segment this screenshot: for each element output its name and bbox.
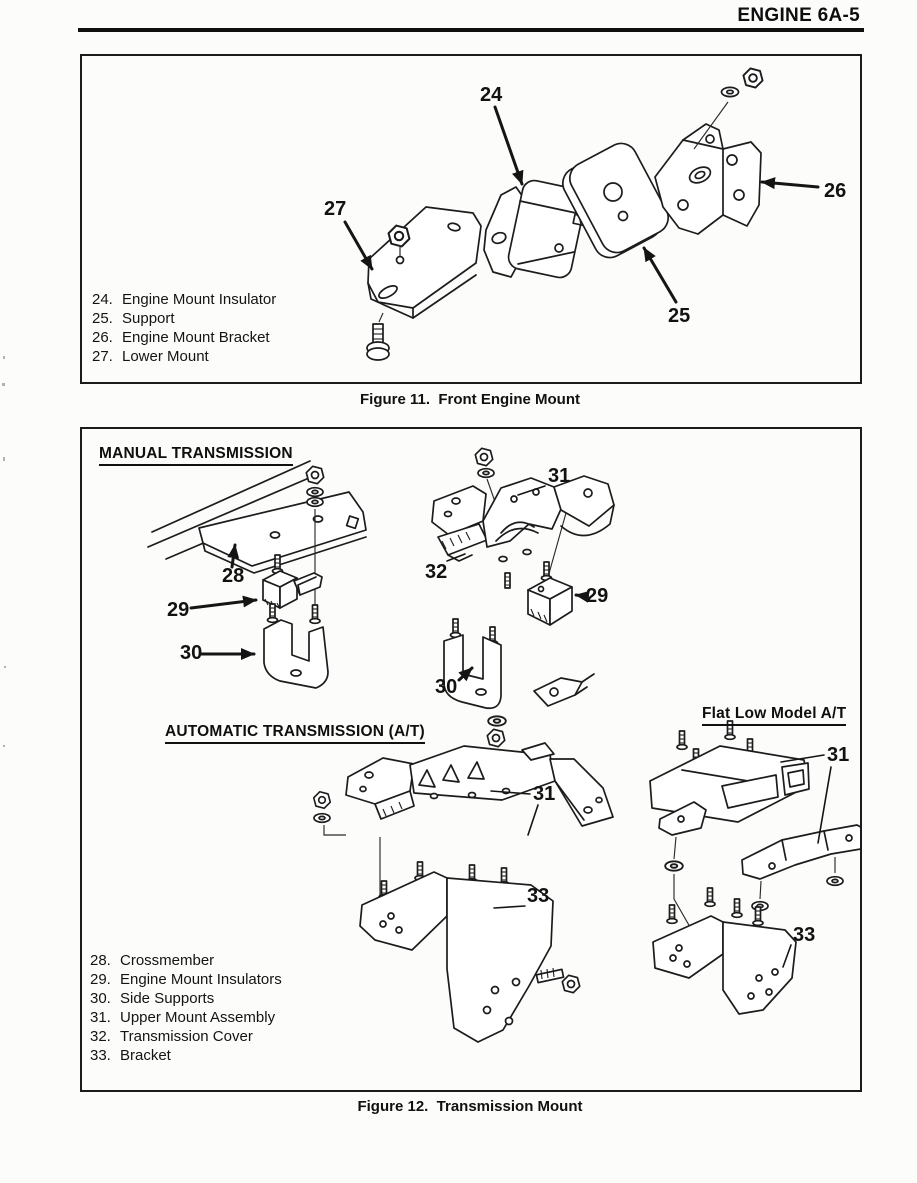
callout-33: 33 [527,885,550,907]
manual-transmission-heading: MANUAL TRANSMISSION [99,445,293,466]
hardware-bottom-right [487,674,594,747]
callout-28: 28 [222,565,245,587]
legend-item: 26. Engine Mount Bracket [92,329,270,346]
legend-item: 24. Engine Mount Insulator [92,291,277,308]
legend-item: 29. Engine Mount Insulators [90,971,282,988]
hardware-at [314,792,380,912]
legend-item: 33. Bracket [90,1047,171,1064]
callout-26: 26 [824,180,847,202]
upper-mount-assembly-manual [432,448,614,588]
automatic-transmission-heading: AUTOMATIC TRANSMISSION (A/T) [165,723,425,744]
lower-mount-part [367,207,481,360]
scan-artifact [3,356,5,359]
crossmember-part [148,461,366,573]
figure-11-caption: Figure 11. Front Engine Mount [360,391,580,408]
callout-31: 31 [548,465,571,487]
callout-25: 25 [668,305,691,327]
insulator-left-part [263,555,322,609]
legend-item: 27. Lower Mount [92,348,209,365]
header-rule [78,28,864,32]
callout-31: 31 [827,744,850,766]
callout-31: 31 [533,783,556,805]
callout-29: 29 [167,599,190,621]
mount-flat-low-part [650,721,809,934]
legend-item: 28. Crossmember [90,952,215,969]
callout-29: 29 [586,585,609,607]
callout-30: 30 [180,642,203,664]
bracket-flat-low-part [653,888,796,1014]
page-header-title: ENGINE 6A-5 [737,5,860,26]
legend-item: 25. Support [92,310,175,327]
callout-32: 32 [425,561,448,583]
upper-mount-assembly-at [346,743,613,826]
side-support-left-part [264,604,328,688]
callout-33: 33 [793,924,816,946]
flat-low-model-heading: Flat Low Model A/T [702,705,846,726]
engine-mount-bracket-part [655,68,763,234]
callout-24: 24 [480,84,503,106]
scan-artifact [3,745,5,747]
legend-item: 31. Upper Mount Assembly [90,1009,276,1026]
callout-27: 27 [324,198,347,220]
figure-11-box [80,54,862,384]
figure-12-caption: Figure 12. Transmission Mount [357,1098,583,1115]
figure-12-box [80,427,862,1092]
callout-30: 30 [435,676,458,698]
legend-item: 32. Transmission Cover [90,1028,253,1045]
figure-11-legend [92,290,276,366]
scan-artifact [3,457,5,461]
scan-artifact [2,383,5,386]
legend-item: 30. Side Supports [90,990,215,1007]
scan-artifact [4,666,6,668]
figure-12-legend [90,951,282,1065]
